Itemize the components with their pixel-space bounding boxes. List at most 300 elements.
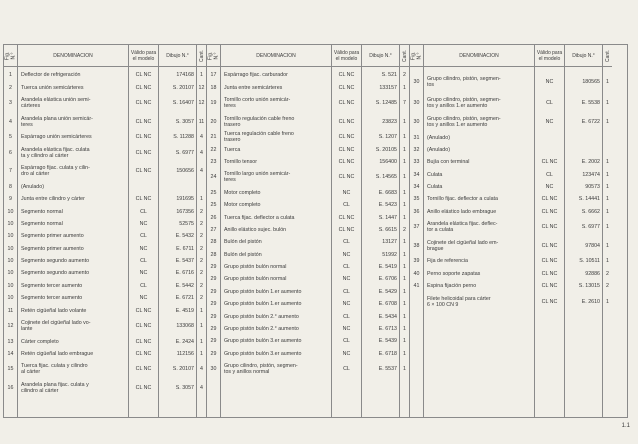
cell-text: E. 2002	[581, 159, 600, 166]
cell-text: S. 14565	[375, 174, 397, 181]
cell-text: Arandela elástica fijac. culata ta y cilindro al cárter	[21, 146, 90, 159]
table-cell-model	[332, 261, 361, 273]
cell-text: 174168	[176, 72, 194, 79]
cell-text: 13	[7, 338, 14, 345]
table-cell-qty	[603, 169, 612, 181]
table-cell-fig	[4, 267, 17, 279]
cell-text: S. 11288	[173, 134, 194, 141]
column-header-label: Cant.	[401, 49, 408, 62]
table-cell-qty	[197, 193, 206, 205]
table-cell-fig	[4, 304, 17, 316]
cell-text: 28	[210, 251, 217, 258]
column-model	[332, 45, 362, 417]
cell-text: 156400	[379, 158, 397, 165]
table-cell-fig	[410, 113, 423, 132]
cell-text: CL	[140, 282, 147, 289]
table-cell-qty	[197, 280, 206, 292]
cell-text: Grupo pistón bulón 2.° aumento	[224, 313, 299, 320]
cell-text: 1	[200, 196, 203, 203]
cell-text: CL NC	[541, 298, 558, 305]
table-cell-fig	[207, 298, 220, 310]
column-header	[129, 45, 158, 67]
cell-text: 11	[7, 307, 14, 314]
cell-text: Grupo cilindro, pistón, segmen- tos y anillos 1.er aumento	[427, 97, 501, 110]
table-cell-qty	[400, 187, 409, 199]
column-name	[424, 45, 535, 417]
cell-text: Grupo pistón bulón 2.° aumento	[224, 325, 299, 332]
cell-text: CL NC	[135, 72, 152, 79]
table-cell-name	[221, 81, 331, 93]
cell-text: Bujía con terminal	[427, 159, 470, 166]
column-header-label: Válido para el modelo	[130, 49, 157, 62]
table-cell-model	[129, 193, 158, 205]
table-cell-qty	[197, 304, 206, 316]
cell-text: Segmento segundo aumento	[21, 270, 90, 277]
cell-text: 1	[200, 350, 203, 357]
table-cell-dwg	[159, 143, 196, 162]
cell-text: 1	[403, 146, 406, 153]
table-cell-fig	[4, 193, 17, 205]
table-cell-dwg	[565, 181, 602, 193]
column-fig	[207, 45, 221, 417]
table-cell-name	[18, 181, 128, 193]
cell-text: Junta entre cilindro y cárter	[21, 196, 85, 203]
table-cell-name	[424, 156, 534, 168]
cell-text: 1	[403, 288, 406, 295]
cell-text: Grupo cilindro, pistón, segmen- tos y anillos 1.er aumento	[427, 116, 501, 129]
table-cell-fig	[4, 69, 17, 81]
cell-text: 52575	[179, 221, 194, 228]
cell-text: E. 6722	[581, 119, 600, 126]
cell-text: 2	[200, 221, 203, 228]
table-cell-name	[18, 335, 128, 347]
table-cell-name	[18, 94, 128, 113]
cell-text: CL	[343, 264, 350, 271]
cell-text: 2	[606, 283, 609, 290]
table-cell-dwg	[565, 169, 602, 181]
column-fig	[410, 45, 424, 417]
table-cell-model	[332, 360, 361, 379]
table-cell-qty	[603, 255, 612, 267]
table-cell-name	[424, 144, 534, 156]
cell-text: Retén cigüeñal lado volante	[21, 307, 87, 314]
cell-text: NC	[342, 301, 351, 308]
cell-text: 92886	[585, 270, 600, 277]
column-header	[332, 45, 361, 67]
cell-text: S. 12485	[375, 100, 397, 107]
table-cell-fig	[4, 81, 17, 93]
cell-text: 10	[7, 208, 14, 215]
cell-text: NC	[342, 276, 351, 283]
cell-text: 20	[210, 118, 217, 125]
column-dwg	[362, 45, 400, 417]
cell-text: 1	[403, 239, 406, 246]
column-header	[207, 45, 220, 67]
table-cell-model	[535, 193, 564, 205]
table-cell-qty	[197, 218, 206, 230]
table-cell-qty	[197, 112, 206, 131]
table-cell-model	[535, 131, 564, 143]
cell-text: 10	[7, 282, 14, 289]
table-cell-name	[424, 292, 534, 311]
cell-text: 10	[7, 258, 14, 265]
table-cell-fig	[207, 156, 220, 168]
cell-text: CL NC	[338, 227, 355, 234]
column-model	[129, 45, 159, 417]
cell-text: CL NC	[338, 174, 355, 181]
cell-text: Retén cigüeñal lado embrague	[21, 350, 94, 357]
cell-text: 1	[403, 84, 406, 91]
table-cell-qty	[197, 348, 206, 360]
table-cell-qty	[400, 249, 409, 261]
table-cell-fig	[207, 143, 220, 155]
cell-text: 35	[413, 196, 420, 203]
cell-text: Grupo cilindro, pistón, segmen- tos	[427, 75, 501, 88]
table-cell-qty	[400, 323, 409, 335]
table-cell-dwg	[362, 69, 399, 81]
column-header	[221, 45, 331, 67]
table-cell-model	[332, 323, 361, 335]
cell-text: 30	[413, 119, 420, 126]
cell-text: 5	[9, 134, 12, 141]
cell-text: Tornillo tensor	[224, 158, 257, 165]
table-cell-model	[129, 379, 158, 398]
cell-text: 2	[403, 227, 406, 234]
table-cell-name	[221, 143, 331, 155]
table-cell-name	[424, 268, 534, 280]
cell-text: CL	[343, 288, 350, 295]
table-cell-dwg	[362, 249, 399, 261]
table-cell-name	[221, 156, 331, 168]
cell-text: CL	[140, 258, 147, 265]
table-cell-name	[18, 243, 128, 255]
column-qty	[603, 45, 612, 417]
cell-text: Deflector de refrigeración	[21, 72, 81, 79]
cell-text: 133157	[379, 84, 397, 91]
table-cell-fig	[4, 243, 17, 255]
cell-text: 51992	[382, 251, 397, 258]
table-cell-qty	[400, 298, 409, 310]
table-cell-model	[332, 156, 361, 168]
table-cell-name	[18, 206, 128, 218]
cell-text: Anillo elástico lado embrague	[427, 208, 497, 215]
cell-text: 8	[9, 184, 12, 191]
table-cell-qty	[400, 310, 409, 322]
table-cell-model	[535, 156, 564, 168]
table-cell-dwg	[159, 280, 196, 292]
column-header-label: DENOMINACION	[53, 52, 93, 59]
table-cell-name	[18, 69, 128, 81]
cell-text: Segmento segundo aumento	[21, 258, 90, 265]
table-cell-model	[129, 243, 158, 255]
table-cell-dwg	[565, 113, 602, 132]
table-cell-fig	[207, 236, 220, 248]
table-cell-fig	[207, 94, 220, 113]
table-cell-qty	[197, 360, 206, 379]
cell-text: Segmento tercer aumento	[21, 295, 83, 302]
cell-text: CL NC	[135, 366, 152, 373]
table-cell-fig	[410, 169, 423, 181]
table-cell-fig	[410, 237, 423, 256]
table-cell-fig	[4, 317, 17, 336]
cell-text: Tornillo largo unión semicár- teres	[224, 171, 291, 184]
table-cell-model	[129, 255, 158, 267]
table-cell-model	[129, 280, 158, 292]
table-cell-dwg	[565, 94, 602, 113]
cell-text: 1	[606, 78, 609, 85]
cell-text: Tornillo corto unión semicár- teres	[224, 97, 291, 110]
cell-text: 133068	[176, 323, 194, 330]
table-cell-dwg	[159, 360, 196, 379]
table-cell-qty	[400, 69, 409, 81]
table-cell-model	[535, 113, 564, 132]
table-cell-fig	[410, 181, 423, 193]
table-cell-qty	[400, 156, 409, 168]
table-cell-fig	[207, 323, 220, 335]
table-cell-model	[129, 218, 158, 230]
table-cell-dwg	[362, 323, 399, 335]
column-header-label: Fig. N.°	[4, 51, 17, 60]
table-cell-dwg	[362, 310, 399, 322]
cell-text: NC	[139, 270, 148, 277]
table-cell-dwg	[362, 81, 399, 93]
cell-text: 1	[403, 118, 406, 125]
table-cell-fig	[207, 224, 220, 236]
table-cell-qty	[197, 181, 206, 193]
column-name	[18, 45, 129, 417]
cell-text: 34	[413, 184, 420, 191]
cell-text: 17	[210, 72, 217, 79]
table-cell-dwg	[159, 181, 196, 193]
table-cell-dwg	[362, 131, 399, 143]
table-cell-fig	[4, 292, 17, 304]
table-cell-fig	[4, 280, 17, 292]
table-cell-qty	[400, 335, 409, 347]
cell-text: Junta entre semicárteres	[224, 84, 283, 91]
table-cell-dwg	[159, 304, 196, 316]
table-cell-fig	[4, 94, 17, 113]
table-cell-model	[535, 206, 564, 218]
table-cell-qty	[400, 360, 409, 379]
cell-text: 1	[606, 119, 609, 126]
cell-text: CL NC	[135, 385, 152, 392]
cell-text: 4	[200, 385, 203, 392]
cell-text: 7	[9, 168, 12, 175]
table-cell-dwg	[565, 255, 602, 267]
cell-text: 191695	[176, 196, 194, 203]
cell-text: 90573	[585, 184, 600, 191]
table-cell-model	[332, 168, 361, 187]
table-cell-dwg	[159, 112, 196, 131]
cell-text: 97804	[585, 242, 600, 249]
table-cell-model	[535, 144, 564, 156]
cell-text: 14	[7, 350, 14, 357]
table-cell-model	[332, 94, 361, 113]
cell-text: NC	[545, 119, 554, 126]
cell-text: 33	[413, 159, 420, 166]
cell-text: 4	[200, 149, 203, 156]
table-cell-fig	[4, 181, 17, 193]
table-cell-dwg	[159, 81, 196, 93]
table-cell-qty	[197, 206, 206, 218]
table-cell-name	[221, 236, 331, 248]
table-cell-qty	[603, 113, 612, 132]
cell-text: CL NC	[135, 168, 152, 175]
table-cell-name	[221, 310, 331, 322]
cell-text: 4	[200, 168, 203, 175]
table-cell-fig	[207, 168, 220, 187]
table-cell-dwg	[565, 131, 602, 143]
cell-text: 23	[210, 158, 217, 165]
cell-text: 37	[413, 224, 420, 231]
table-cell-model	[332, 69, 361, 81]
table-section-3	[410, 45, 612, 417]
cell-text: E. 6716	[175, 270, 194, 277]
table-cell-dwg	[362, 335, 399, 347]
table-cell-name	[221, 187, 331, 199]
cell-text: E. 4519	[175, 307, 194, 314]
cell-text: 30	[413, 100, 420, 107]
table-cell-model	[129, 267, 158, 279]
table-cell-name	[221, 249, 331, 261]
table-cell-name	[221, 286, 331, 298]
table-cell-name	[221, 69, 331, 81]
table-cell-model	[535, 69, 564, 94]
table-cell-fig	[207, 81, 220, 93]
table-cell-fig	[207, 187, 220, 199]
cell-text: 2	[200, 282, 203, 289]
cell-text: S. 6977	[581, 224, 600, 231]
table-cell-qty	[400, 261, 409, 273]
cell-text: 30	[413, 78, 420, 85]
cell-text: 1	[403, 134, 406, 141]
cell-text: CL NC	[135, 100, 152, 107]
table-cell-model	[535, 292, 564, 311]
table-cell-model	[332, 81, 361, 93]
cell-text: Espárrago fijac. culata y cilin- dro al cárter	[21, 165, 90, 178]
cell-text: 34	[413, 171, 420, 178]
table-cell-fig	[410, 292, 423, 311]
table-cell-fig	[4, 255, 17, 267]
cell-text: Grupo pistón bulón 3.er aumento	[224, 350, 302, 357]
table-cell-dwg	[362, 156, 399, 168]
table-cell-model	[535, 280, 564, 292]
cell-text: 11	[198, 118, 205, 125]
table-cell-dwg	[565, 206, 602, 218]
cell-text: S. 6977	[175, 149, 194, 156]
table-cell-name	[221, 112, 331, 131]
cell-text: 1	[403, 202, 406, 209]
cell-text: E. 5442	[175, 282, 194, 289]
table-cell-name	[221, 335, 331, 347]
cell-text: CL	[140, 208, 147, 215]
cell-text: Filete helicoidal para cárter 6 × 100 CN 9	[427, 295, 491, 308]
table-cell-model	[535, 237, 564, 256]
column-model	[535, 45, 565, 417]
cell-text: 1	[403, 276, 406, 283]
cell-text: CL NC	[135, 118, 152, 125]
cell-text: Arandela plana fijac. culata y cilindro al cárter	[21, 382, 89, 395]
cell-text: Grupo pistón bulón 1.er aumento	[224, 288, 302, 295]
table-cell-dwg	[565, 156, 602, 168]
table-cell-qty	[400, 199, 409, 211]
cell-text: 1	[606, 298, 609, 305]
cell-text: CL	[140, 233, 147, 240]
cell-text: CL NC	[338, 118, 355, 125]
cell-text: 1	[606, 208, 609, 215]
cell-text: CL NC	[338, 146, 355, 153]
cell-text: Segmento primer aumento	[21, 233, 84, 240]
cell-text: 29	[210, 288, 217, 295]
table-cell-name	[424, 255, 534, 267]
column-header	[603, 45, 612, 67]
column-header	[18, 45, 128, 67]
table-cell-qty	[197, 255, 206, 267]
table-cell-fig	[4, 162, 17, 181]
table-cell-name	[424, 193, 534, 205]
table-cell-name	[18, 230, 128, 242]
table-cell-fig	[207, 335, 220, 347]
cell-text: Arandela plana unión semicár- teres	[21, 115, 93, 128]
cell-text: CL NC	[338, 158, 355, 165]
table-cell-model	[332, 187, 361, 199]
cell-text: 2	[200, 233, 203, 240]
table-cell-dwg	[159, 218, 196, 230]
cell-text: NC	[139, 295, 148, 302]
cell-text: 21	[210, 134, 217, 141]
column-header	[4, 45, 17, 67]
table-cell-dwg	[362, 347, 399, 359]
cell-text: CL NC	[541, 242, 558, 249]
cell-text: S. 3057	[175, 118, 194, 125]
cell-text: Tuerca fijac. culata y cilindro al cárter	[21, 363, 88, 376]
cell-text: 2	[403, 72, 406, 79]
cell-text: 18	[210, 84, 217, 91]
cell-text: 39	[413, 258, 420, 265]
cell-text: CL NC	[541, 258, 558, 265]
cell-text: S. 14441	[578, 196, 600, 203]
cell-text: S. 20105	[375, 146, 397, 153]
cell-text: CL	[546, 100, 553, 107]
cell-text: 1	[606, 171, 609, 178]
table-cell-name	[424, 237, 534, 256]
table-cell-name	[221, 224, 331, 236]
cell-text: 22	[210, 146, 217, 153]
cell-text: CL NC	[338, 214, 355, 221]
cell-text: 1	[606, 184, 609, 191]
table-cell-qty	[603, 131, 612, 143]
cell-text: 6	[9, 149, 12, 156]
table-cell-dwg	[362, 286, 399, 298]
cell-text: 1	[606, 224, 609, 231]
cell-text: 7	[403, 100, 406, 107]
cell-text: 25	[210, 202, 217, 209]
cell-text: Motor completo	[224, 190, 261, 197]
table-cell-dwg	[159, 69, 196, 81]
cell-text: CL	[343, 366, 350, 373]
table-cell-dwg	[159, 206, 196, 218]
table-cell-model	[129, 143, 158, 162]
table-cell-name	[18, 348, 128, 360]
table-cell-qty	[603, 94, 612, 113]
cell-text: 29	[210, 338, 217, 345]
cell-text: 25	[210, 190, 217, 197]
table-cell-qty	[197, 267, 206, 279]
column-dwg	[159, 45, 197, 417]
cell-text: E. 5437	[175, 258, 194, 265]
table-cell-qty	[603, 218, 612, 237]
table-section-1	[4, 45, 207, 417]
